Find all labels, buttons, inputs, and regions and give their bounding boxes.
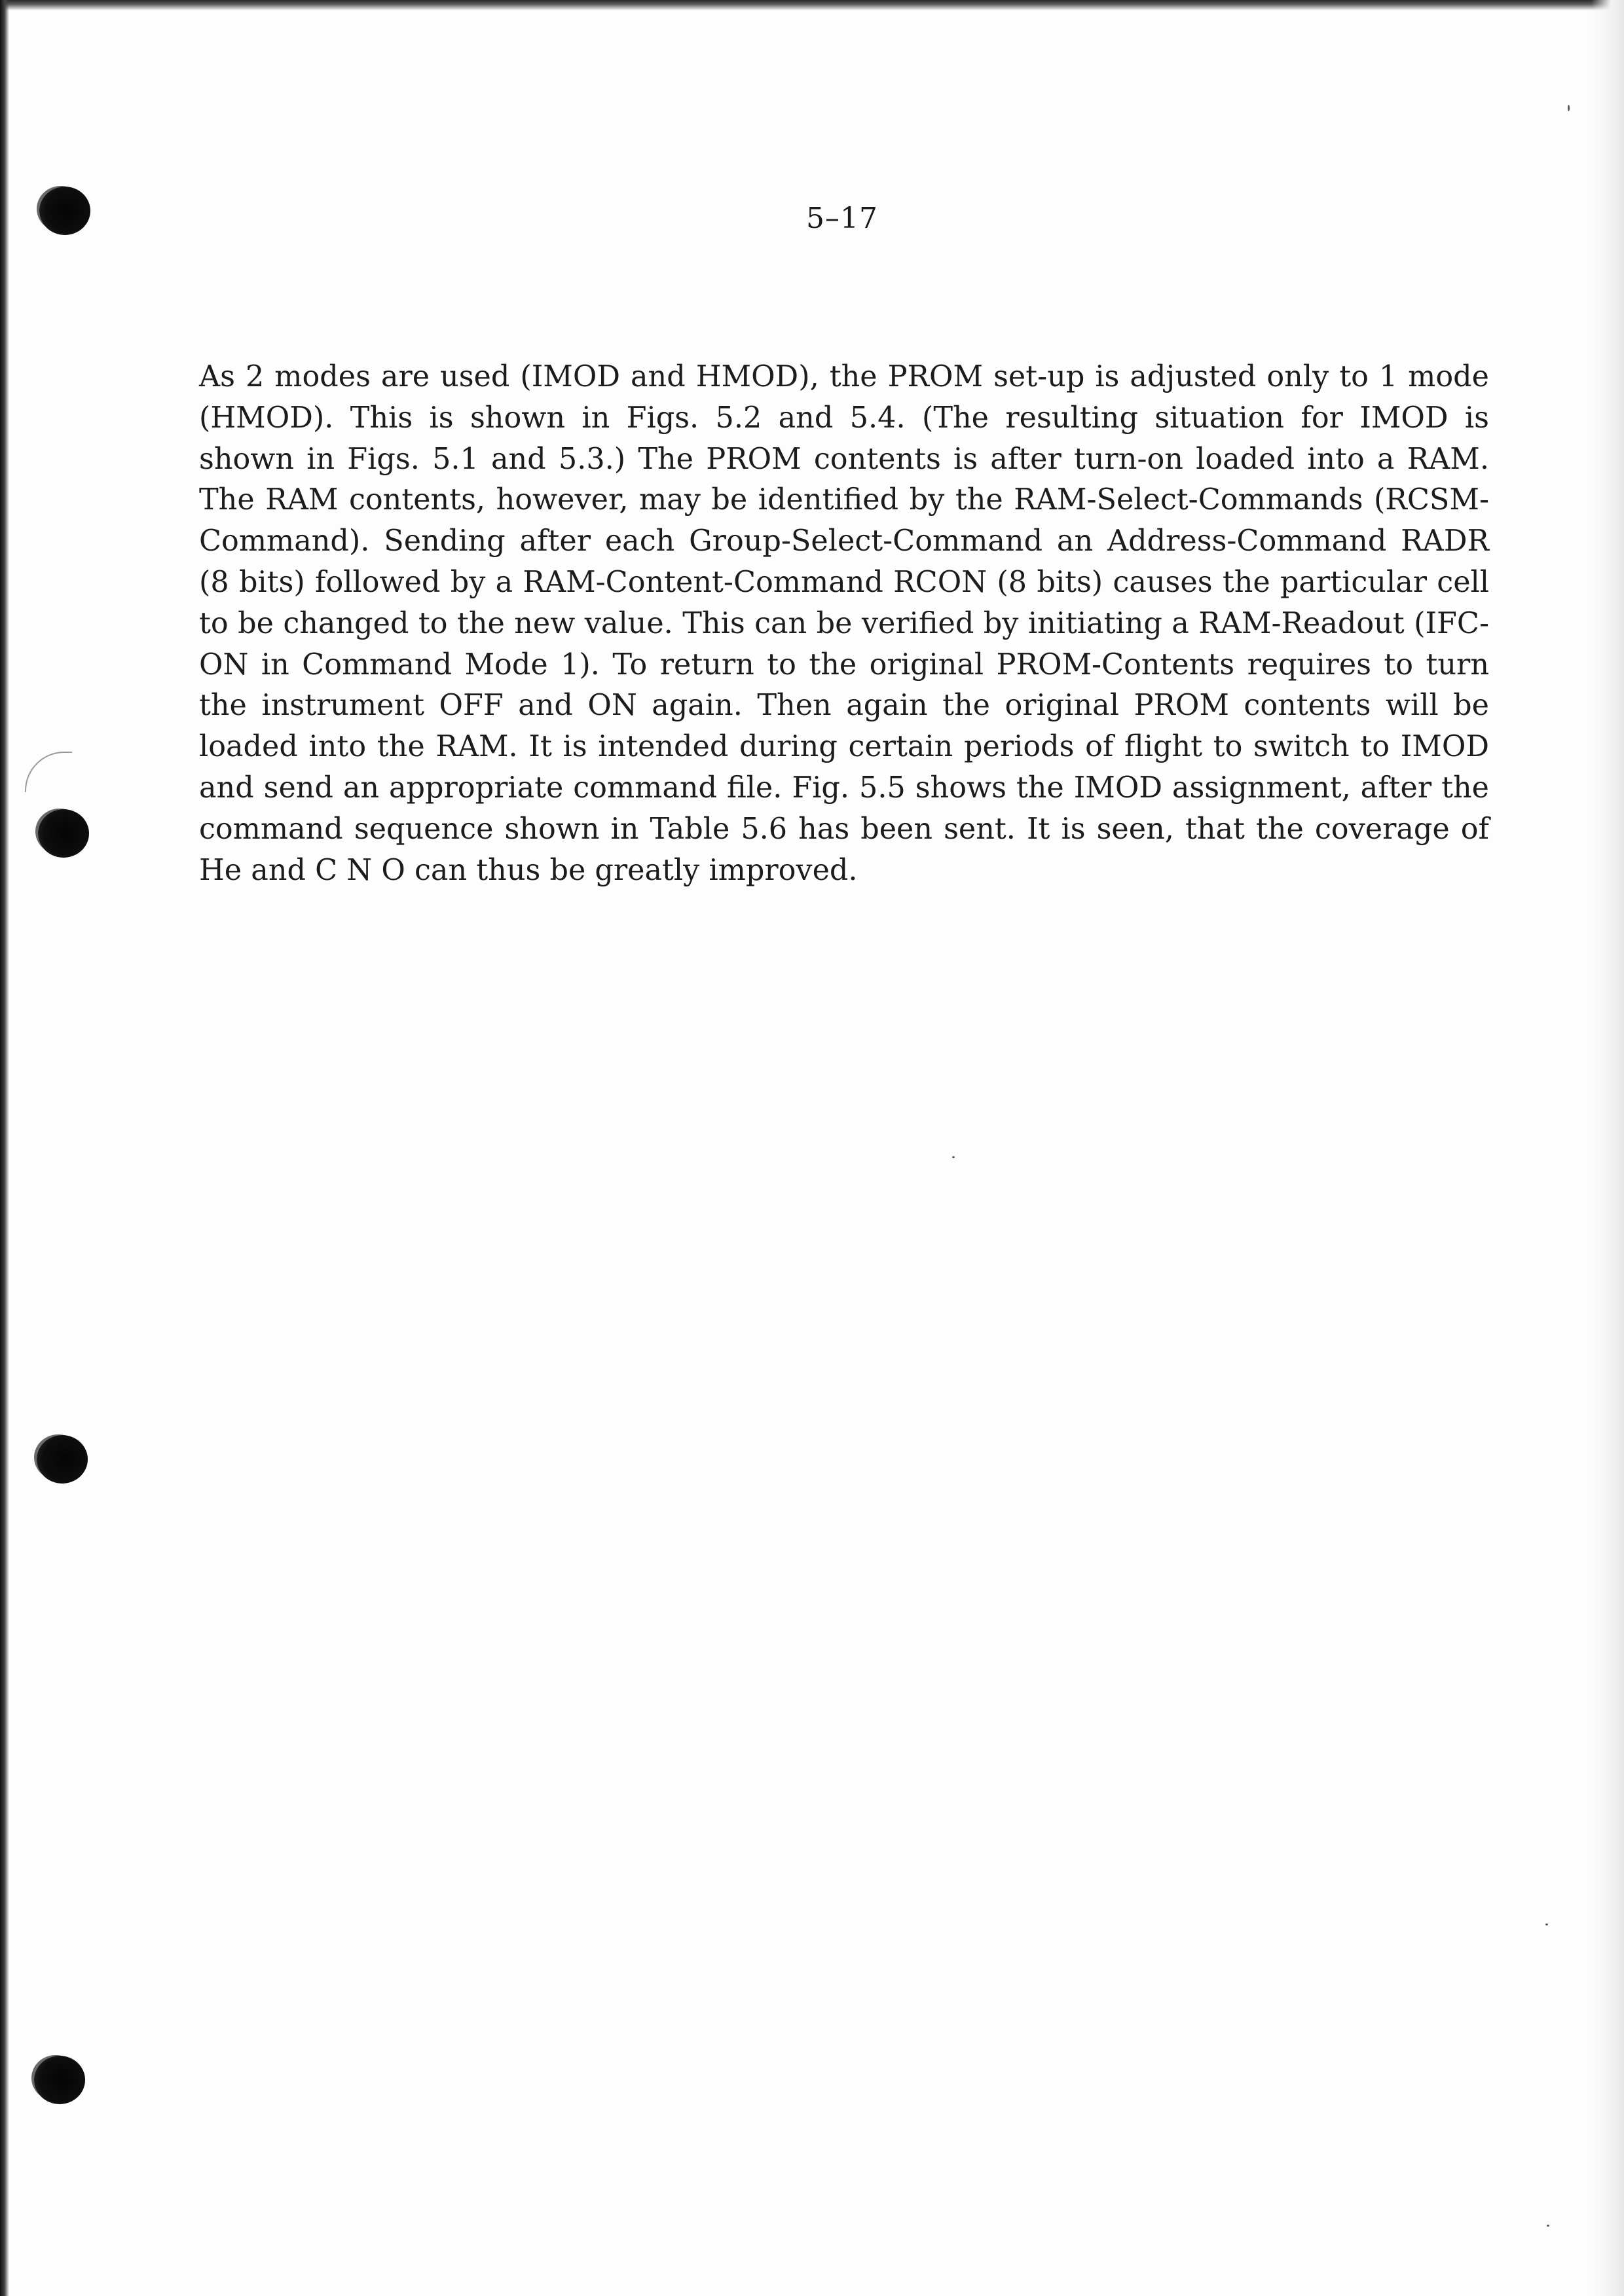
- scan-right-edge: [1591, 0, 1624, 2296]
- punch-hole-2: [38, 809, 89, 858]
- scan-speck: [1547, 2225, 1549, 2227]
- scan-left-edge: [0, 0, 9, 2296]
- page-number: 5–17: [806, 202, 878, 235]
- binding-mark: [25, 752, 72, 792]
- scan-speck: [1568, 105, 1570, 111]
- scan-speck: [1545, 1923, 1548, 1925]
- punch-hole-3: [37, 1435, 88, 1484]
- body-paragraph: As 2 modes are used (IMOD and HMOD), the PROM set-up is adjusted only to 1 mode (HMOD). This is shown in Figs. 5.2 and 5.4. (The resulting situation for IMOD is shown in Figs. 5.1 and 5.3.) The PROM contents is after turn-on loaded into a RAM. The RAM contents, however, may be identified by the RAM-Select-Commands (RCSM-Command). Sending after each Group-Select-Command an Address-Command RADR (8 bits) followed by a RAM-Content-Command RCON (8 bits) causes the particular cell to be changed to the new value. This can be verified by initiating a RAM-Readout (IFC-ON in Command Mode 1). To return to the original PROM-Contents requires to turn the instrument OFF and ON again. Then again the original PROM contents will be loaded into the RAM. It is intended during certain periods of flight to switch to IMOD and send an appropriate command file. Fig. 5.5 shows the IMOD assignment, after the command sequence shown in Table 5.6 has been sent. It is seen, that the coverage of He and C N O can thus be greatly improved.: [199, 360, 1489, 887]
- scan-speck: [952, 1156, 955, 1158]
- scan-top-edge: [0, 0, 1624, 10]
- punch-hole-4: [34, 2056, 85, 2104]
